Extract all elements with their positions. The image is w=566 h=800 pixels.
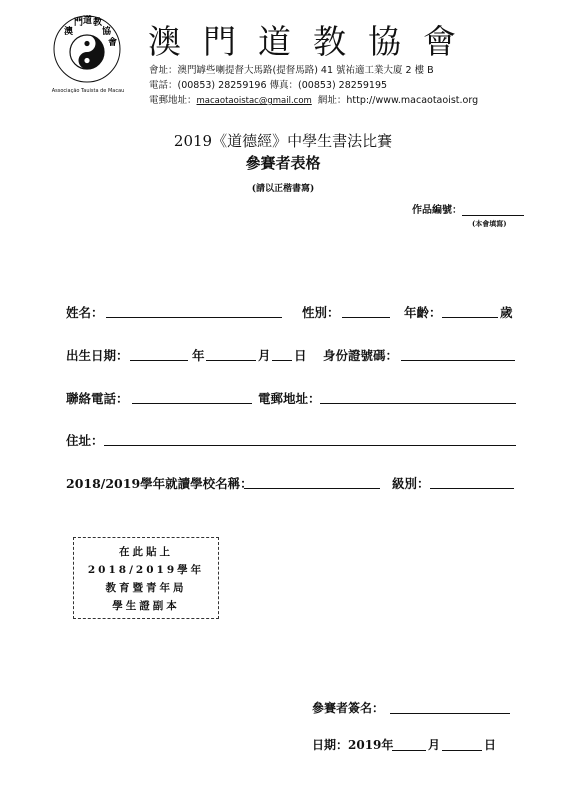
dob-year-unit: 年 (192, 348, 205, 363)
svg-text:道: 道 (83, 16, 93, 26)
work-number-field[interactable] (412, 201, 524, 216)
svg-text:澳: 澳 (64, 27, 74, 37)
svg-text:會: 會 (108, 38, 118, 48)
age-unit: 歲 (500, 305, 513, 320)
email-field-line[interactable] (320, 402, 516, 404)
phone-field-line[interactable] (132, 402, 252, 404)
grade-label: 級別： (392, 476, 430, 491)
id-number-label: 身份證號碼： (323, 348, 399, 363)
staff-note: (本會填寫) (472, 219, 507, 228)
age-label: 年齡： (404, 305, 442, 320)
svg-text:協: 協 (102, 27, 112, 37)
website[interactable]: 網址：http://www.macaotaoist.org (317, 95, 479, 106)
form-subtitle: 參賽者表格 (245, 154, 321, 172)
email-label: 電郵地址： (149, 95, 197, 106)
signature-line[interactable] (390, 712, 510, 714)
sign-day-line[interactable] (442, 749, 482, 751)
grade-field-line[interactable] (430, 487, 514, 489)
school-label: 2018/2019學年就讀學校名稱： (66, 476, 253, 491)
age-field-line[interactable] (442, 316, 498, 318)
date-label: 日期：2019年 (312, 738, 394, 752)
taoist-association-logo (52, 14, 122, 84)
yin-yang-icon (70, 35, 104, 69)
svg-text:門: 門 (74, 18, 84, 28)
dob-month-unit: 月 (258, 348, 271, 363)
email-link[interactable]: macaotaoistac@gmail.com (196, 96, 312, 106)
email-field-label: 電郵地址： (258, 391, 321, 406)
school-field-line[interactable] (244, 487, 380, 489)
writing-note: (請以正楷書寫) (251, 184, 315, 194)
work-number-label: 作品編號： (412, 205, 462, 216)
work-number-line[interactable] (462, 205, 524, 216)
sign-month-unit: 月 (428, 738, 441, 752)
paste-box-line-3: 教育暨青年局 (105, 582, 187, 594)
svg-text:教: 教 (93, 18, 103, 28)
org-name: 澳門道教協會 (148, 22, 478, 61)
paste-box-line-1: 在此貼上 (119, 546, 173, 558)
name-field-line[interactable] (106, 316, 282, 318)
dob-day-line[interactable] (272, 359, 292, 361)
name-label: 姓名： (66, 305, 104, 320)
dob-month-line[interactable] (206, 359, 256, 361)
address-label: 住址： (66, 433, 104, 448)
paste-box-line-2: 2018/2019學年 (87, 564, 205, 576)
org-name-portuguese: Associação Tauista de Macau (51, 88, 125, 94)
dob-label: 出生日期： (66, 348, 129, 363)
id-number-line[interactable] (401, 359, 515, 361)
signature-label: 參賽者簽名： (312, 701, 385, 715)
sign-month-line[interactable] (392, 749, 426, 751)
student-card-paste-box[interactable] (73, 537, 219, 619)
gender-label: 性別： (302, 305, 340, 320)
phone-label: 聯絡電話： (66, 391, 129, 406)
org-email-website (149, 92, 478, 106)
paste-box-line-4: 學生證副本 (112, 600, 180, 612)
form-title: 2019《道德經》中學生書法比賽 (173, 132, 393, 150)
org-phone-fax: 電話：(00853) 28259196 傳真：(00853) 28259195 (149, 80, 388, 91)
dob-day-unit: 日 (294, 348, 307, 363)
dob-year-line[interactable] (130, 359, 188, 361)
org-address: 會址：澳門罅些喇提督大馬路(提督馬路) 41 號祐適工業大廈 2 樓 B (149, 65, 434, 76)
address-field-line[interactable] (104, 444, 516, 446)
sign-day-unit: 日 (484, 738, 497, 752)
gender-field-line[interactable] (342, 316, 390, 318)
